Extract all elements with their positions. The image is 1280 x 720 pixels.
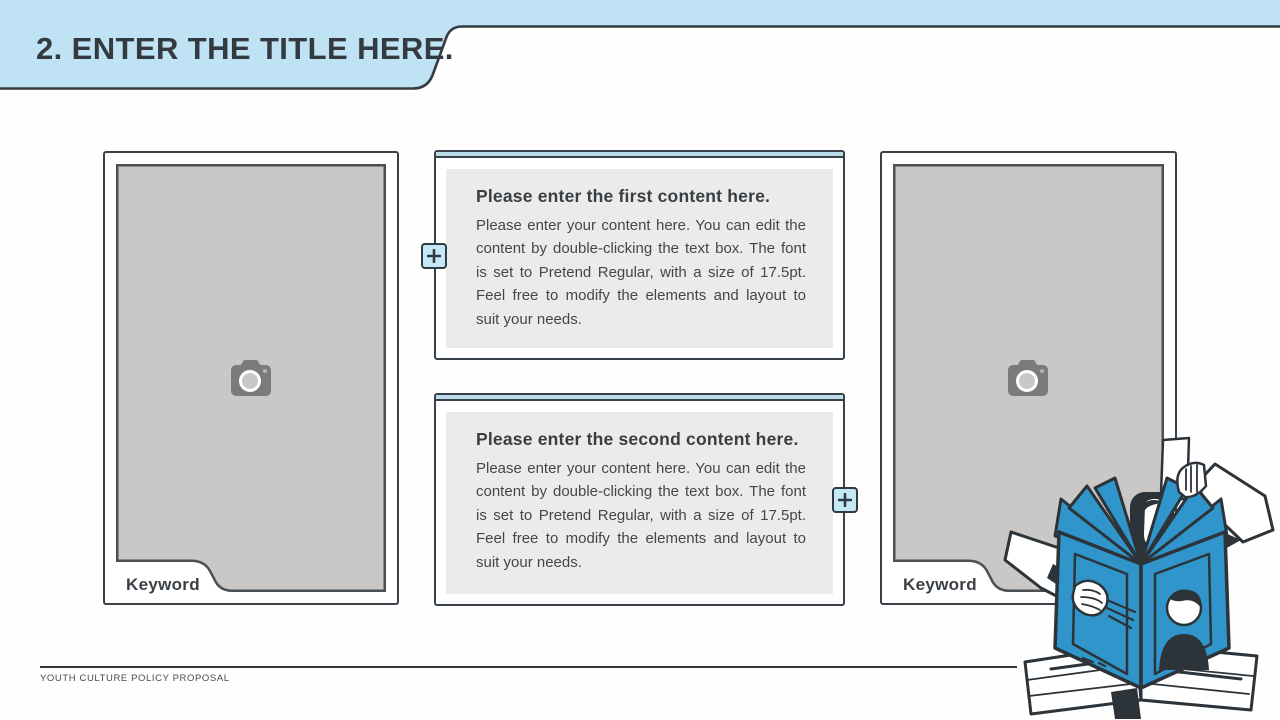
- content-box-second[interactable]: [434, 393, 845, 606]
- plus-icon: [427, 249, 441, 263]
- image-placeholder-left-area: [116, 164, 386, 592]
- content-heading-second[interactable]: Please enter the second content here.: [476, 429, 799, 449]
- person-left-hand: [1073, 581, 1108, 616]
- keyword-label-right[interactable]: Keyword: [903, 575, 977, 594]
- content-box-second-accent-strip: [436, 395, 843, 401]
- content-box-first-panel: [446, 169, 833, 348]
- add-content-button-first[interactable]: [421, 243, 447, 269]
- image-placeholder-left[interactable]: [103, 151, 399, 605]
- content-body-first[interactable]: Please enter your content here. You can edit the content by double-clicking the text box. The font is set to Pretend Regular, with a size of 17.5pt. Feel free to modify the elements and layout to suit your needs.: [476, 217, 806, 328]
- footer-label: YOUTH CULTURE POLICY PROPOSAL: [40, 673, 230, 684]
- camera-icon: [1008, 360, 1048, 396]
- content-heading-first[interactable]: Please enter the first content here.: [476, 186, 771, 206]
- plus-icon: [838, 493, 852, 507]
- content-box-first-accent-strip: [436, 152, 843, 158]
- content-box-second-panel: [446, 412, 833, 594]
- person-reading-book-illustration: [1003, 436, 1280, 720]
- content-body-second[interactable]: Please enter your content here. You can edit the content by double-clicking the text box. The font is set to Pretend Regular, with a size of 17.5pt. Feel free to modify the elements and layout to suit your needs.: [476, 460, 806, 571]
- content-box-first[interactable]: [434, 150, 845, 360]
- keyword-label-left[interactable]: Keyword: [126, 575, 200, 594]
- footer-rule: [40, 666, 1017, 668]
- camera-icon: [231, 360, 271, 396]
- add-content-button-second[interactable]: [832, 487, 858, 513]
- person-right-hand: [1177, 463, 1206, 497]
- page-title[interactable]: 2. ENTER THE TITLE HERE.: [36, 31, 454, 66]
